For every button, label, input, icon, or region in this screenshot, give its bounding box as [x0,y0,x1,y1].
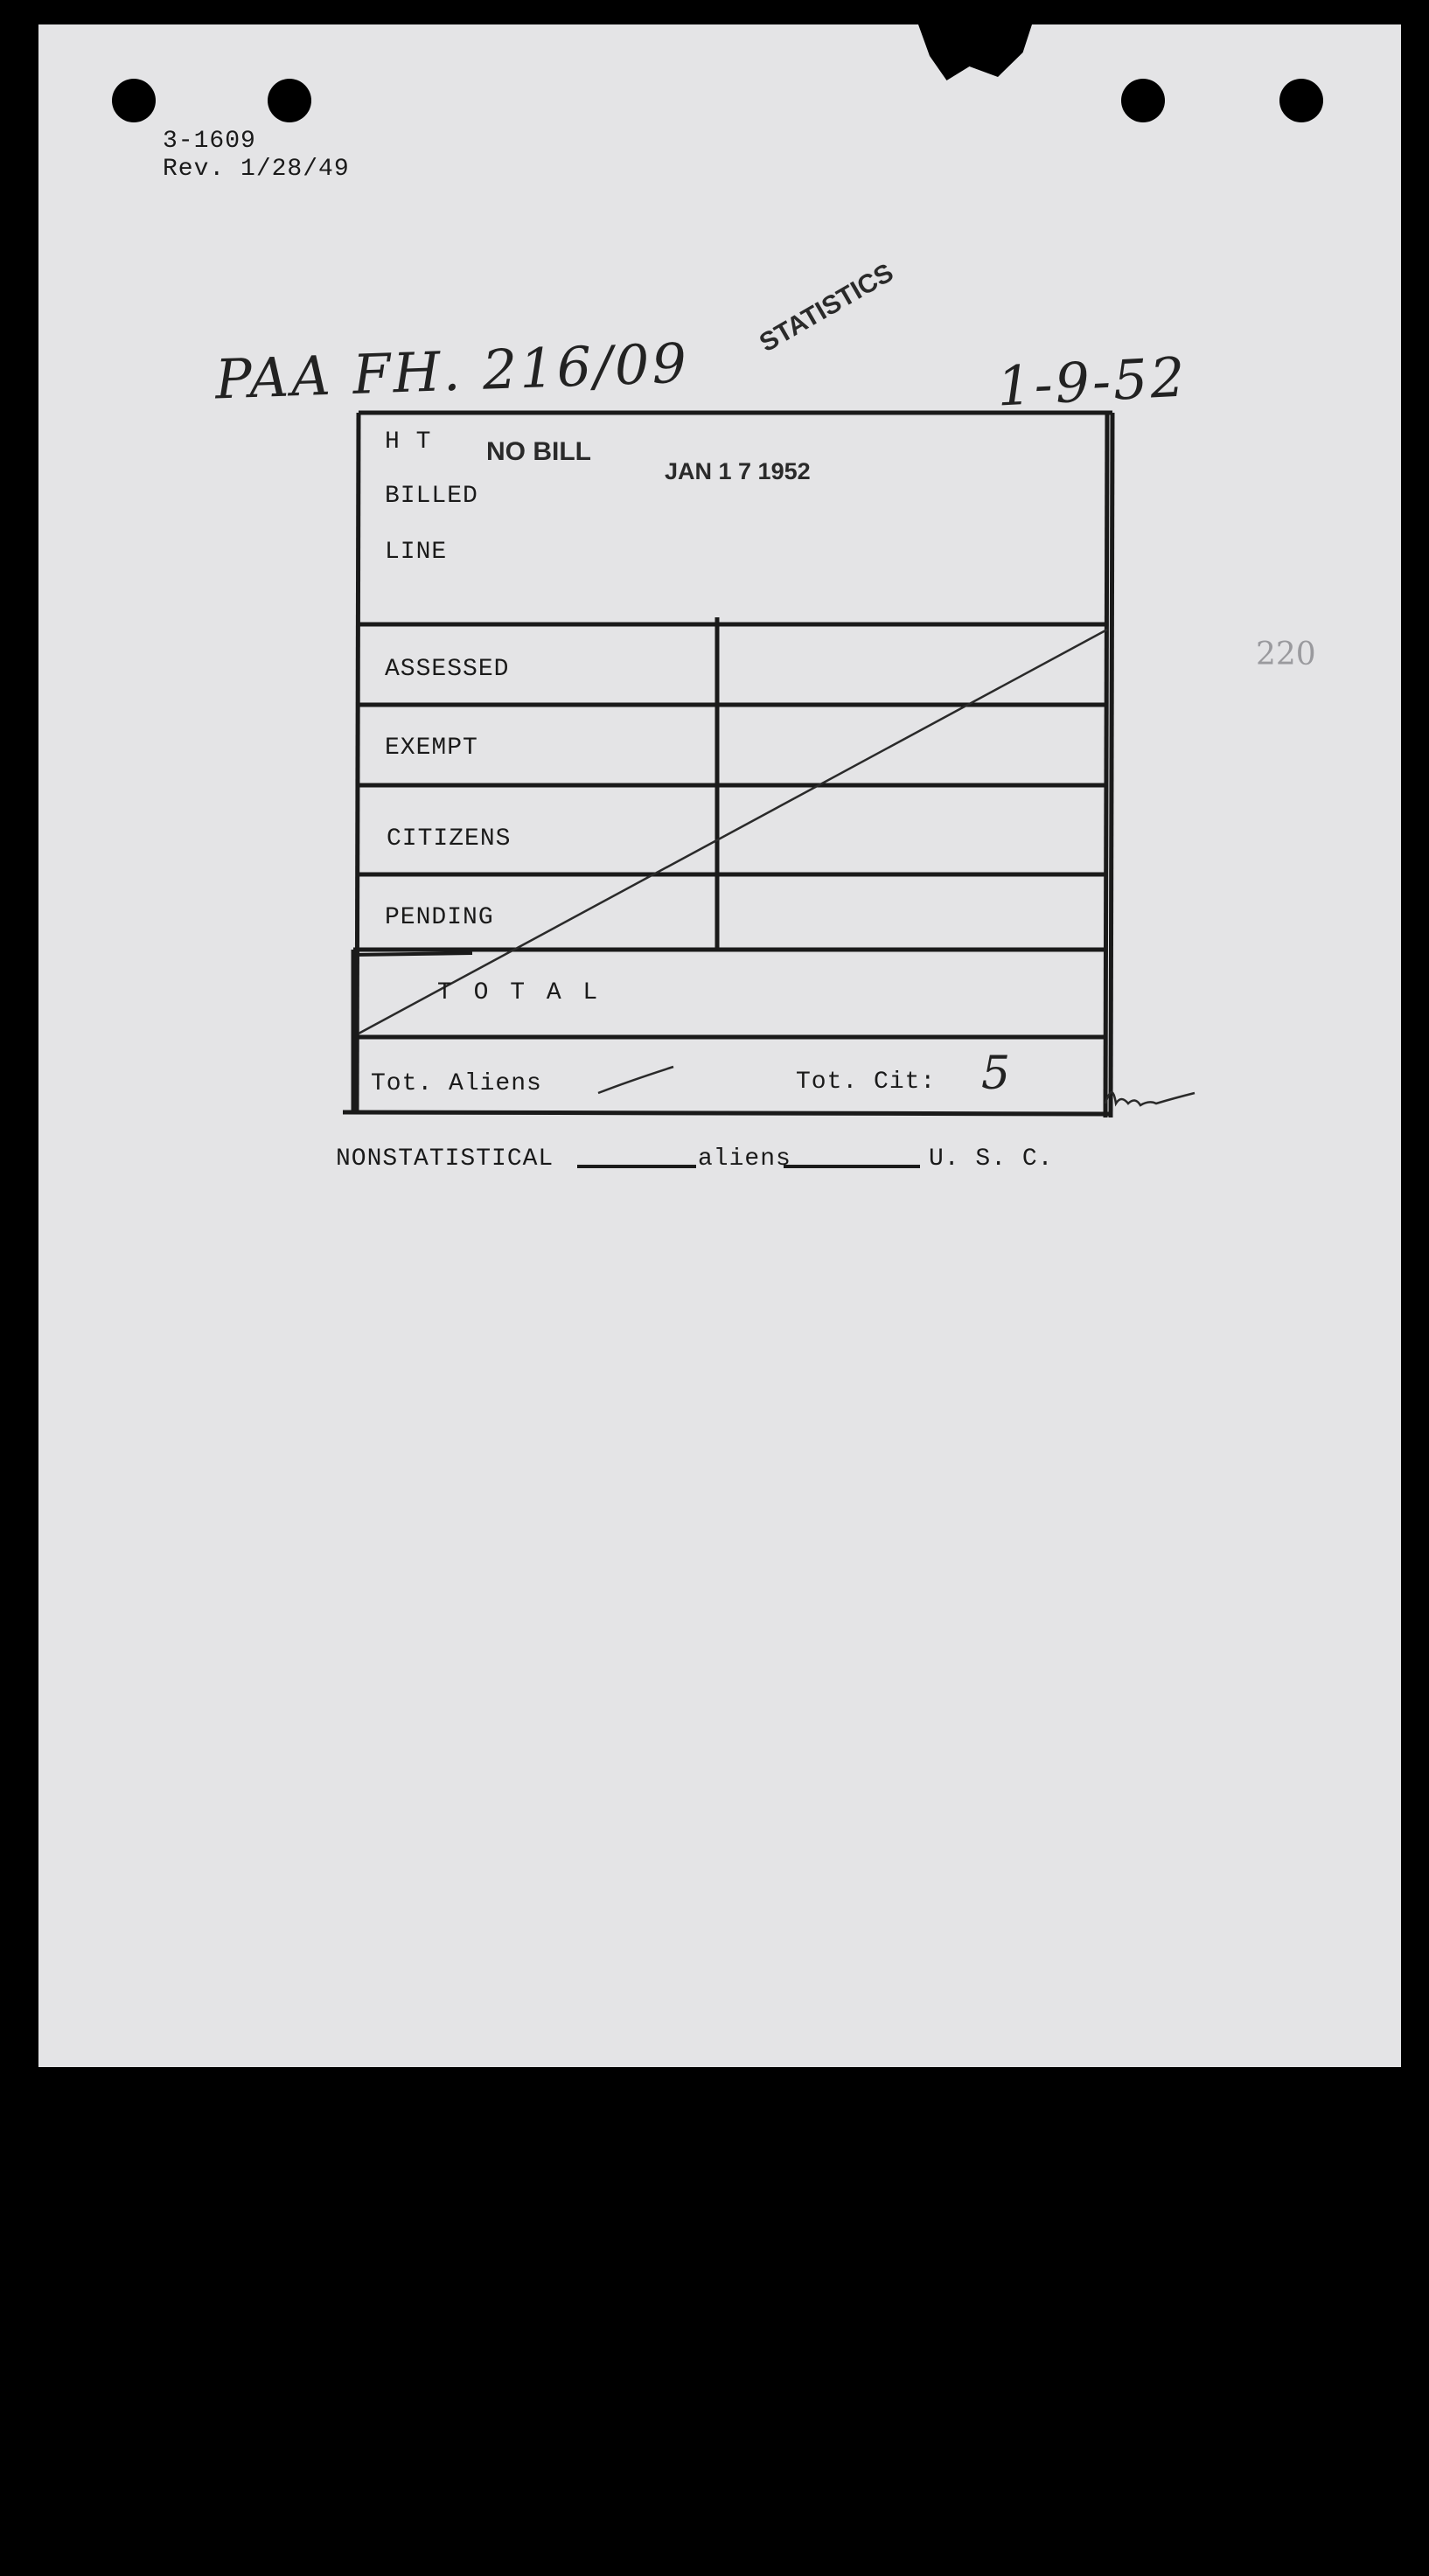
grid-line [1105,413,1107,1117]
handwritten-flight: PAA FH. 216/09 [213,331,691,412]
grid-line [343,1112,1111,1114]
handwritten-date: 1-9-52 [995,345,1189,419]
grid-line [1111,413,1112,1117]
tot-aliens-label: Tot. Aliens [371,1070,542,1097]
grid-line [353,953,472,955]
row-label-citizens: CITIZENS [387,825,512,853]
aliens-dash-mark [598,1067,673,1093]
handwritten-cit-count: 5 [981,1048,1014,1100]
nonstat-label: NONSTATISTICAL [336,1145,554,1173]
margin-number: 220 [1256,637,1316,672]
nonstat-usc: U. S. C. [929,1145,1054,1173]
nonstat-aliens: aliens [698,1145,791,1173]
grid-line [357,413,359,1112]
row-label-pending: PENDING [385,904,494,931]
statistics-stamp: STATISTICS [755,258,899,359]
form-number: 3-1609 [163,128,256,155]
row-label-assessed: ASSESSED [385,656,510,683]
form-revision: Rev. 1/28/49 [163,156,350,183]
tot-cit-label: Tot. Cit: [796,1069,937,1096]
header-line-billed: BILLED [385,483,478,510]
header-line-ht: H T [385,428,432,456]
no-bill-stamp: NO BILL [486,437,591,466]
header-line-line: LINE [385,539,448,566]
row-label-exempt: EXEMPT [385,735,478,762]
handwritten-initials-mark [1105,1092,1195,1105]
date-stamp: JAN 1 7 1952 [665,458,811,484]
total-label: T O T A L [437,979,602,1006]
